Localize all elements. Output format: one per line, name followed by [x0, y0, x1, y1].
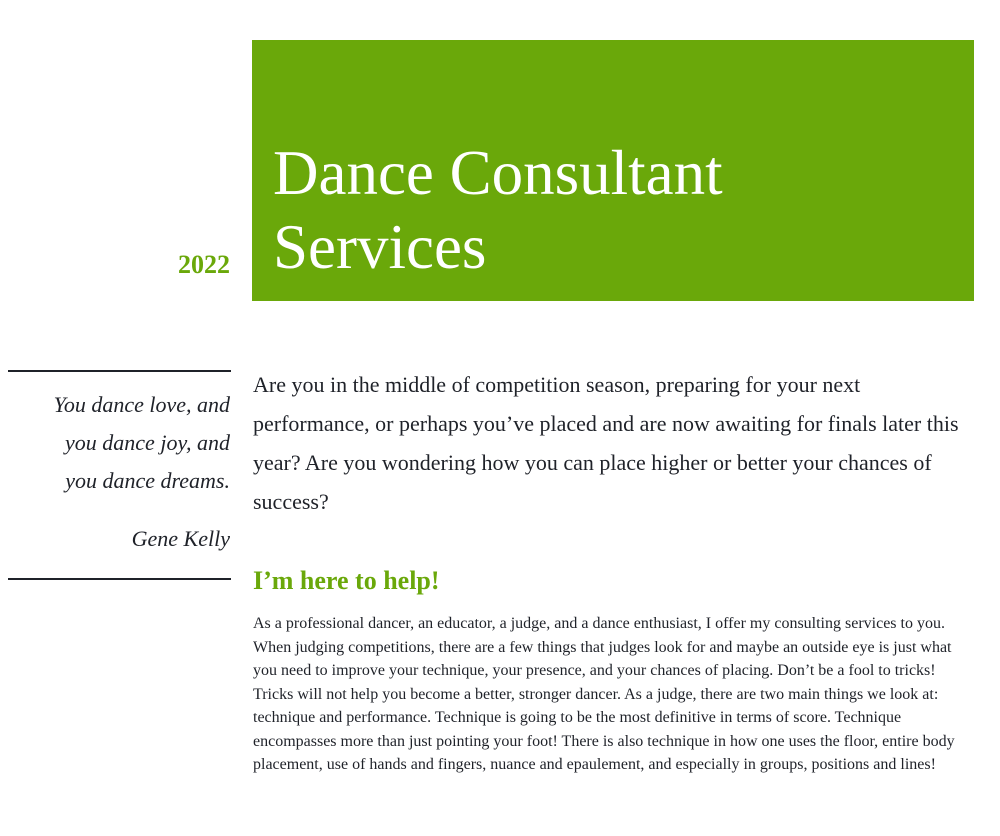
quote-bottom-divider: [8, 578, 231, 580]
intro-paragraph: Are you in the middle of competition season, preparing for your next performance, or perhaps you’ve placed and are now awaiting for finals later this year? Are you wondering how you can place higher or better your chances of success?: [253, 372, 959, 514]
title-banner: [252, 40, 974, 301]
page-title-line-1: Dance Consultant: [273, 138, 723, 208]
body-paragraph: As a professional dancer, an educator, a judge, and a dance enthusiast, I offer my consulting services to you. When judging competitions, there are a few things that judges look for and maybe an outside eye is just what you need to improve your technique, your presence, and your chances of placing. Don’t be a fool to tricks! Tricks will not help you become a better, stronger dancer. As a judge, there are two main things we look at: technique and performance. Technique is going to be the most definitive in terms of score. Technique encompasses more than just pointing your foot! There is also technique in how one uses the floor, entire body placement, use of hands and fingers, nuance and epaulement, and especially in groups, positions and lines!: [253, 615, 955, 773]
page-title-line-2: Services: [273, 212, 487, 282]
quote-top-divider: [8, 370, 231, 372]
quote-author: Gene Kelly: [131, 526, 230, 551]
year-label: 2022: [178, 250, 230, 279]
section-heading: I’m here to help!: [253, 566, 440, 595]
pull-quote: [8, 386, 230, 500]
page-title: [273, 136, 953, 284]
quote-line: you dance joy, and: [65, 430, 230, 455]
quote-line: You dance love, and: [53, 392, 230, 417]
quote-line: you dance dreams.: [65, 468, 230, 493]
